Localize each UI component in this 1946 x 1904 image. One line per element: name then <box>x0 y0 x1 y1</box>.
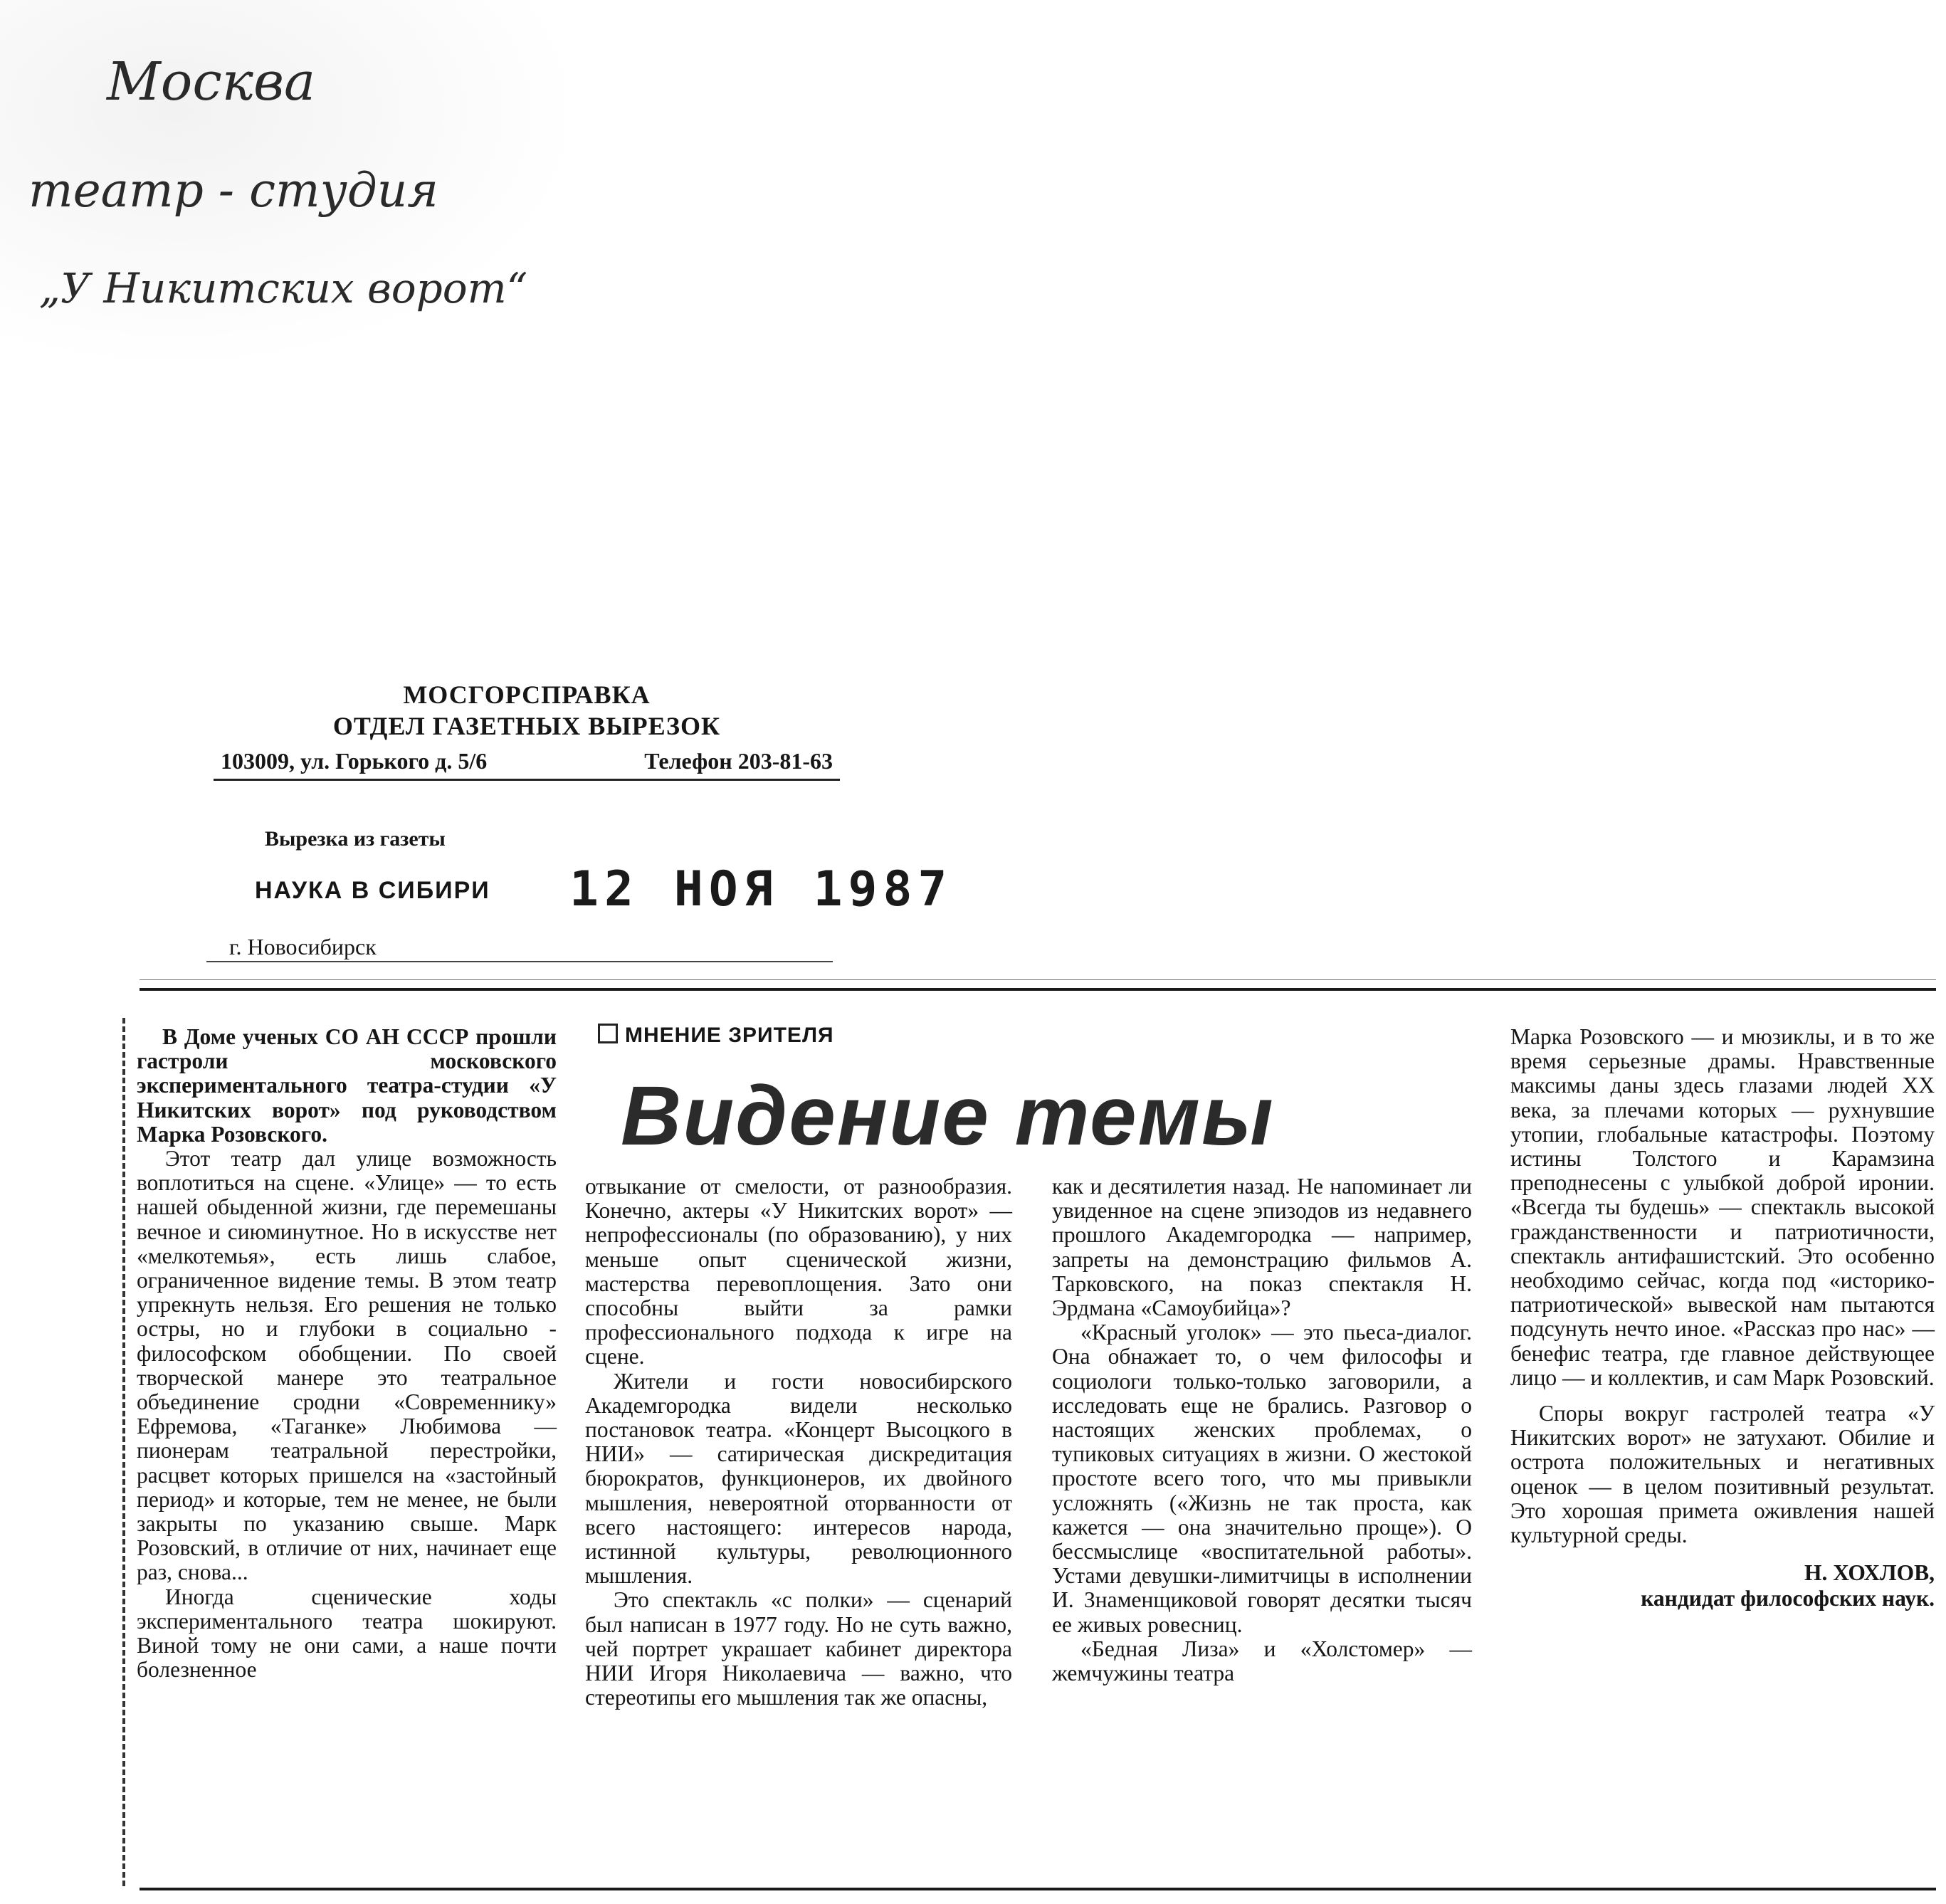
bottom-rule <box>140 1888 1936 1890</box>
date-stamp: 12 НОЯ 1987 <box>569 861 953 917</box>
top-rule <box>140 988 1936 991</box>
stamp-address: 103009, ул. Горького д. 5/6 <box>221 748 488 774</box>
handwritten-line-3: „У Никитских ворот“ <box>39 264 528 312</box>
newspaper-name: НАУКА В СИБИРИ <box>255 877 490 904</box>
article-paragraph: «Бедная Лиза» и «Холстомер» — жемчужины театра <box>1052 1636 1472 1686</box>
article-paragraph: Этот театр дал улице возможность воплотиться на сцене. «Улице» — то есть нашей обыденной жизни, где перемешаны вечное и сиюминутное. Но в искусстве нет «мелкотемья», есть лишь слабое, ограниченное видение темы. В этом театр упрекнуть нельзя. Его решения не только остры, но и глубоки в социально - философском обобщении. По своей творческой манере это театральное объединение сродни «Современнику» Ефремова, «Таганке» Любимова — пионерам театральной перестройки, расцвет которых пришелся на «застойный период» и которые, тем не менее, не были закрыты по указанию свыше. Марк Розовский, в отличие от них, начинает еще раз, снова... <box>137 1146 557 1585</box>
author-name: Н. ХОХЛОВ, <box>1804 1560 1935 1586</box>
stamp-address-row <box>214 748 840 781</box>
author-signature <box>1510 1560 1935 1611</box>
cut-line <box>122 1018 125 1886</box>
city-underline <box>206 961 833 962</box>
article-column-1 <box>137 1025 557 1682</box>
clipping-service-stamp <box>214 680 840 781</box>
article-paragraph: Жители и гости новосибирского Академгородка видели несколько постановок театра. «Концерт Высоцкого в НИИ» — сатирическая дискредитация бюрократов, функционеров, их двойного мышления, невероятной оторванности от всего настоящего: интересов народа, истинной культуры, революционного мышления. <box>585 1368 1012 1589</box>
article-lead: В Доме ученых СО АН СССР прошли гастроли московского экспериментального театра-студии «У Никитских ворот» под руководством Марка Розовского. <box>137 1024 557 1147</box>
article-paragraph: Иногда сценические ходы экспериментального театра шокируют. Виной тому не они сами, а наше почти болезненное <box>137 1584 557 1683</box>
article-column-4 <box>1510 1025 1935 1611</box>
stamp-department: ОТДЕЛ ГАЗЕТНЫХ ВЫРЕЗОК <box>332 712 721 740</box>
article-paragraph: «Красный уголок» — это пьеса-диалог. Она обнажает то, о чем философы и социологи только-только заговорили, а исследовать еще не брались. Разговор о настоящих женских проблемах, о тупиковых ситуациях в жизни. О жестокой простоте всего того, что мы привыкли усложнять («Жизнь не так проста, как кажется — она значительно проще»). О бессмыслице «воспитательной работы». Устами девушки-лимитчицы в исполнении И. Знаменщиковой говорят десятки тысяч ее живых ровесниц. <box>1052 1320 1472 1637</box>
article-column-2 <box>585 1174 1012 1710</box>
article-headline: Видение темы <box>621 1069 1275 1163</box>
handwritten-note <box>0 0 584 370</box>
article-paragraph: как и десятилетия назад. Не напоминает ли увиденное на сцене эпизодов из недавнего прошлого Академгородка — например, запреты на демонстрацию фильмов А. Тарковского, на показ спектакля Н. Эрдмана «Самоубийца»? <box>1052 1174 1472 1321</box>
handwritten-line-2: театр - студия <box>28 163 438 218</box>
article-paragraph: отвыкание от смелости, от разнообразия. Конечно, актеры «У Никитских ворот» — непрофессионалы (по образованию), у них меньше опыт сценической жизни, мастерства перевоплощения. Зато они способны выйти за рамки профессионального подхода к игре на сцене. <box>585 1174 1012 1369</box>
handwritten-line-1: Москва <box>107 51 316 112</box>
stamp-phone: Телефон 203-81-63 <box>644 748 833 774</box>
top-thin-rule <box>140 979 1936 980</box>
article-paragraph: Споры вокруг гастролей театра «У Никитских ворот» не затухают. Обилие и острота положительных и негативных оценок — в целом позитивный результат. Это хорошая примета оживления нашей культурной среды. <box>1510 1401 1935 1548</box>
article-paragraph: Это спектакль «с полки» — сценарий был написан в 1977 году. Но не суть важно, чей портрет украшает кабинет директора НИИ Игоря Николаевича — важно, что стереотипы его мышления так же опасны, <box>585 1587 1012 1710</box>
author-title: кандидат философских наук. <box>1641 1586 1935 1611</box>
stamp-organization: МОСГОРСПРАВКА <box>403 680 651 709</box>
article-rubric: МНЕНИЕ ЗРИТЕЛЯ <box>598 1024 834 1048</box>
rubric-box-icon <box>598 1024 618 1043</box>
article-paragraph: Марка Розовского — и мюзиклы, и в то же время серьезные драмы. Нравственные максимы даны здесь глазами людей XX века, за плечами которых — рухнувшие утопии, глобальные катастрофы. Поэтому истины Толстого и Карамзина преподнесены с улыбкой доброй иронии. «Всегда ты будешь» — спектакль высокой гражданственности и патриотичности, спектакль антифашистский. Это особенно необходимо сейчас, когда под «историко-патриотической» вывеской нам пытаются подсунуть нечто иное. «Рассказ про нас» — бенефис театра, где главное действующее лицо — и коллектив, и сам Марк Розовский. <box>1510 1024 1935 1390</box>
clipping-label: Вырезка из газеты <box>265 827 446 851</box>
article-column-3 <box>1052 1174 1472 1685</box>
newspaper-city: г. Новосибирск <box>229 934 377 959</box>
